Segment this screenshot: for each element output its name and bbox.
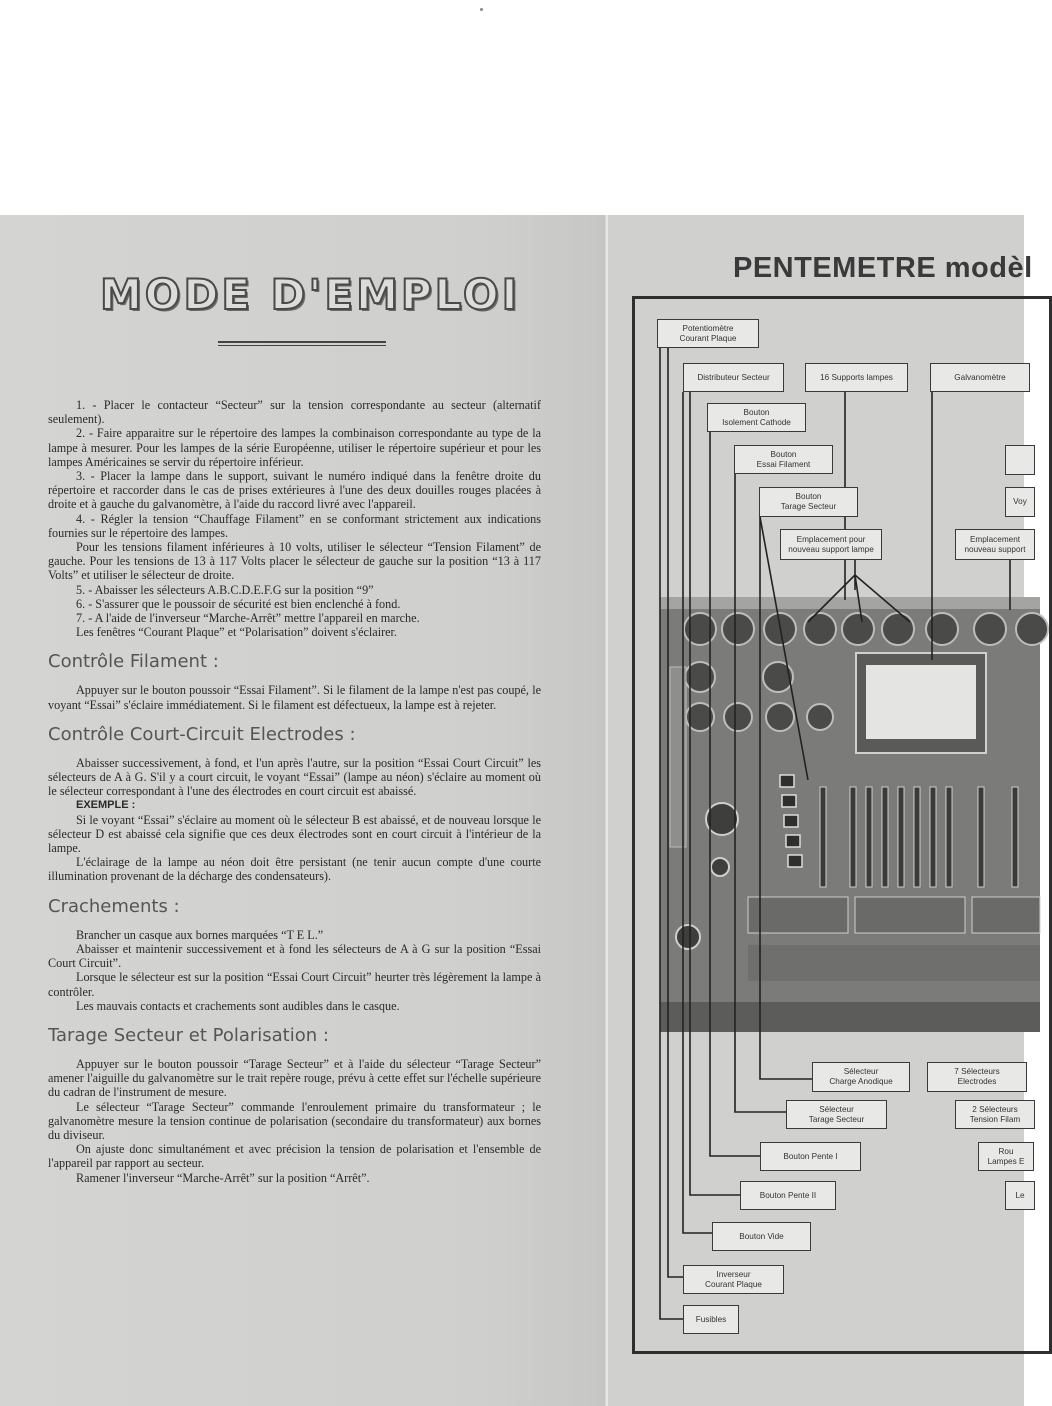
device-illustration bbox=[660, 597, 1040, 1032]
step-6: 6. - S'assurer que le poussoir de sécurité est bien enclenché à fond. bbox=[76, 596, 401, 611]
example-paragraph-2: L'éclairage de la lampe au néon doit être persistant (ne tenir aucun compte d'une courte illumination provenant de la décharge des condensateurs). bbox=[48, 855, 541, 884]
crachements-paragraph-1: Brancher un casque aux bornes marquées “T E L.” bbox=[76, 927, 324, 942]
label-emplacement-nouveau-support-right: Emplacement nouveau support bbox=[955, 529, 1035, 560]
label-bouton-isolement-cathode: Bouton Isolement Cathode bbox=[707, 403, 806, 432]
label-distributeur-secteur: Distributeur Secteur bbox=[683, 363, 784, 392]
scan-speck bbox=[480, 8, 483, 11]
instructions-text bbox=[48, 398, 541, 1185]
tarage-paragraph-3: On ajuste donc simultanément et avec précision la tension de polarisation et l'ensemble de l'appareil par rapport au secteur. bbox=[48, 1142, 541, 1171]
label-7-selecteurs-electrodes: 7 Sélecteurs Electrodes bbox=[927, 1062, 1027, 1092]
tarage-paragraph-4: Ramener l'inverseur “Marche-Arrêt” sur la position “Arrêt”. bbox=[76, 1170, 370, 1185]
step-7-note: Les fenêtres “Courant Plaque” et “Polarisation” doivent s'éclairer. bbox=[76, 625, 397, 640]
label-voyant: Voy bbox=[1005, 487, 1035, 517]
label-bouton-pente-1: Bouton Pente I bbox=[760, 1142, 861, 1171]
label-top-right-partial bbox=[1005, 445, 1035, 475]
step-4: 4. - Régler la tension “Chauffage Filament” en se conformant strictement aux indications fournies sur le répertoire des lampes. bbox=[48, 511, 541, 540]
device-photo bbox=[660, 597, 1040, 1032]
section-heading-court-circuit: Contrôle Court-Circuit Electrodes : bbox=[48, 723, 356, 745]
label-2-selecteurs-tension-filament: 2 Sélecteurs Tension Filam bbox=[955, 1100, 1035, 1129]
label-right-partial: Le bbox=[1005, 1181, 1035, 1210]
label-selecteur-charge-anodique: Sélecteur Charge Anodique bbox=[812, 1062, 910, 1092]
label-inverseur-courant-plaque: Inverseur Courant Plaque bbox=[683, 1265, 784, 1294]
label-selecteur-tarage-secteur: Sélecteur Tarage Secteur bbox=[786, 1100, 887, 1129]
label-bouton-vide: Bouton Vide bbox=[712, 1222, 811, 1251]
step-3: 3. - Placer la lampe dans le support, suivant le numéro indiqué dans la fenêtre droite du répertoire et raccorder dans le cas de prises extérieures à l'une des deux douilles rouges placées à droite et à gauche du galvanomètre, à l'aide du raccord livré avec l'appareil. bbox=[48, 469, 541, 512]
step-2: 2. - Faire apparaitre sur le répertoire des lampes la combinaison correspondante au type de la lampe à mesurer. Pour les lampes de la série Européenne, utiliser le répertoire supérieur et pour les lampes Américaines se servir du répertoire inférieur. bbox=[48, 426, 541, 469]
label-emplacement-nouveau-support: Emplacement pour nouveau support lampe bbox=[780, 529, 882, 560]
filament-paragraph: Appuyer sur le bouton poussoir “Essai Filament”. Si le filament de la lampe n'est pas coupé, le voyant “Essai” s'éclaire immédiatement. Si le filament est défectueux, la lampe est à rejeter. bbox=[48, 683, 541, 712]
page-title: MODE D'EMPLOI bbox=[100, 270, 521, 319]
step-1: 1. - Placer le contacteur “Secteur” sur la tension correspondante au secteur (alternatif seulement). bbox=[48, 398, 541, 427]
step-7: 7. - A l'aide de l'inverseur “Marche-Arrêt” mettre l'appareil en marche. bbox=[76, 611, 420, 626]
label-bouton-pente-2: Bouton Pente II bbox=[740, 1181, 836, 1210]
step-5: 5. - Abaisser les sélecteurs A.B.C.D.E.F.G sur la position “9” bbox=[76, 582, 374, 597]
label-galvanometre: Galvanomètre bbox=[930, 363, 1030, 392]
pentemetre-title: PENTEMETRE modèl bbox=[733, 252, 1033, 284]
crachements-paragraph-2: Abaisser et maintenir successivement et à fond les sélecteurs de A à G sur la position “Essai Court Circuit”. bbox=[48, 941, 541, 971]
section-heading-filament: Contrôle Filament : bbox=[48, 651, 219, 673]
example-label: EXEMPLE : bbox=[76, 799, 136, 812]
section-heading-tarage: Tarage Secteur et Polarisation : bbox=[48, 1024, 329, 1046]
crachements-paragraph-4: Les mauvais contacts et crachements sont audibles dans le casque. bbox=[76, 998, 400, 1013]
title-divider bbox=[218, 341, 386, 346]
crachements-paragraph-3: Lorsque le sélecteur est sur la position “Essai Court Circuit” heurter très légèrement la lampe à contrôler. bbox=[48, 970, 541, 999]
section-heading-crachements: Crachements : bbox=[48, 895, 180, 917]
label-fusibles: Fusibles bbox=[683, 1305, 739, 1334]
tarage-paragraph-1: Appuyer sur le bouton poussoir “Tarage Secteur” et à l'aide du sélecteur “Tarage Secteur” amener l'aiguille du galvanomètre sur le trait repère rouge, prévu à cette effet sur l'échelle supérieure du cadran de l'instrument de mesure. bbox=[48, 1056, 541, 1100]
label-16-supports-lampes: 16 Supports lampes bbox=[805, 363, 908, 392]
tarage-paragraph-2: Le sélecteur “Tarage Secteur” commande l'enroulement primaire du transformateur ; le galvanomètre mesure la tension continue de polarisation (secondaire du transformateur) aux bornes du diviseur. bbox=[48, 1099, 541, 1142]
label-potentiometre-courant-plaque: Potentiomètre Courant Plaque bbox=[657, 319, 759, 348]
court-circuit-paragraph: Abaisser successivement, à fond, et l'un après l'autre, sur la position “Essai Court Circuit” les sélecteurs de A à G. S'il y a court circuit, le voyant “Essai” (lampe au néon) s'éclaire au moment où le sélecteur correspondant à l'une des électrodes en court circuit est abaissé. bbox=[48, 755, 541, 799]
label-bouton-tarage-secteur: Bouton Tarage Secteur bbox=[759, 487, 858, 517]
label-bouton-essai-filament: Bouton Essai Filament bbox=[734, 445, 833, 474]
label-roue-lampes: Rou Lampes E bbox=[978, 1142, 1034, 1171]
example-paragraph-1: Si le voyant “Essai” s'éclaire au moment où le sélecteur B est abaissé, et de nouveau lorsque le sélecteur D est abaissé cela signifie que ces deux électrodes sont en court circuit à l'intérieur de la lampe. bbox=[48, 812, 541, 856]
step-4-note: Pour les tensions filament inférieures à 10 volts, utiliser le sélecteur “Tension Filament” de gauche. Pour les tensions de 13 à 117 Volts placer le sélecteur de gauche sur la position “13 à 117 Volts” et utiliser le sélecteur de droite. bbox=[48, 540, 541, 583]
